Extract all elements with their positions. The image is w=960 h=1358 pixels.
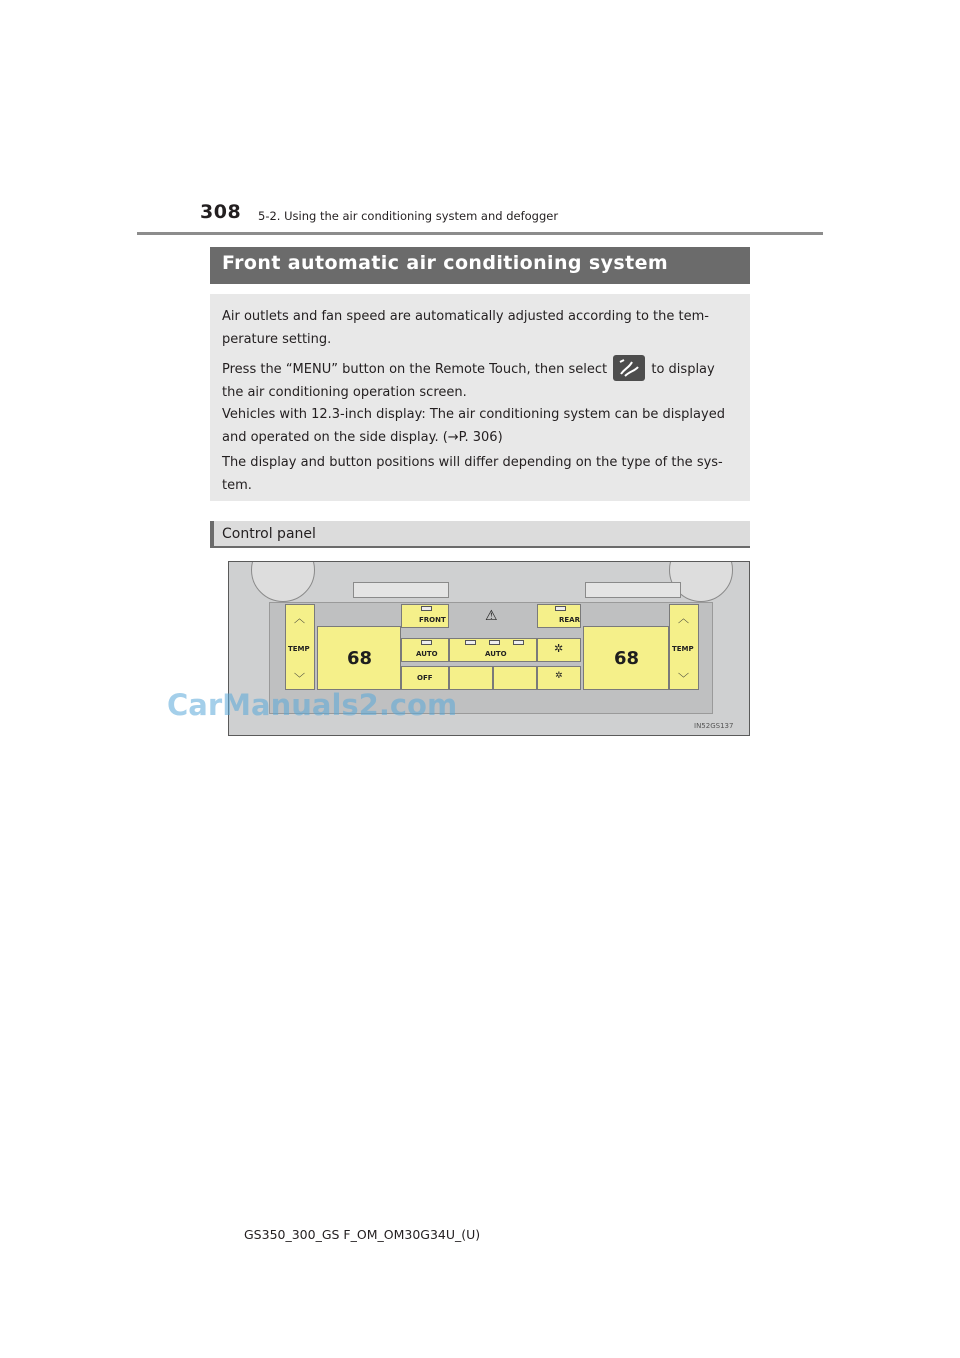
fan-off-label: OFF [417, 674, 433, 682]
chevron-down-icon: ﹀ [294, 672, 305, 685]
right-temp-value: 68 [614, 648, 640, 669]
front-defrost-lamp [421, 606, 432, 611]
section-title: Front automatic air conditioning system [222, 252, 669, 274]
intake-lamp-2 [489, 640, 500, 645]
intro-paragraph-2-end: to display the air conditioning operation screen. [222, 362, 715, 400]
left-temp-value: 68 [347, 648, 373, 669]
image-code: IN52GS137 [694, 722, 734, 730]
footer-code: GS350_300_GS F_OM_OM30G34U_(U) [244, 1227, 481, 1242]
left-knob [251, 561, 315, 602]
chevron-down-icon: ﹀ [678, 672, 689, 685]
right-vent-slot [585, 582, 681, 598]
auto-label: AUTO [416, 650, 438, 658]
hazard-icon: ⚠ [485, 608, 498, 624]
left-vent-slot [353, 582, 449, 598]
mode-button-2 [493, 666, 537, 690]
header-rule [137, 232, 823, 235]
chevron-up-icon: ︿ [678, 612, 689, 625]
right-temp-label: TEMP [672, 645, 694, 653]
page-number: 308 [200, 201, 242, 223]
left-temp-label: TEMP [288, 645, 310, 653]
breadcrumb: 5-2. Using the air conditioning system and defogger [258, 209, 559, 223]
fan-small-icon: ✲ [555, 671, 563, 681]
intro-paragraph-1: Air outlets and fan speed are automatically adjusted according to the tem-perature setting. [222, 309, 709, 347]
watermark: CarManuals2.com [167, 688, 458, 722]
intro-paragraph-2-start: Press the “MENU” button on the Remote Touch, then select [222, 362, 608, 377]
intake-auto-label: AUTO [485, 650, 507, 658]
mode-button-1 [449, 666, 493, 690]
front-defrost-label: FRONT [419, 616, 446, 624]
fan-icon: ✲ [554, 642, 564, 655]
chevron-up-icon: ︿ [294, 612, 305, 625]
intro-paragraph-4: The display and button positions will differ depending on the type of the sys-tem. [222, 455, 723, 493]
air-conditioning-icon [613, 355, 645, 381]
intro-paragraph-2 [222, 355, 740, 404]
intro-paragraph-3: Vehicles with 12.3-inch display: The air conditioning system can be displayed and operated on the side display. (→P. 306) [222, 407, 725, 445]
intake-lamp-1 [465, 640, 476, 645]
rear-defogger-lamp [555, 606, 566, 611]
subsection-title: Control panel [222, 526, 316, 542]
intake-lamp-3 [513, 640, 524, 645]
auto-lamp [421, 640, 432, 645]
rear-defogger-label: REAR [559, 616, 580, 624]
